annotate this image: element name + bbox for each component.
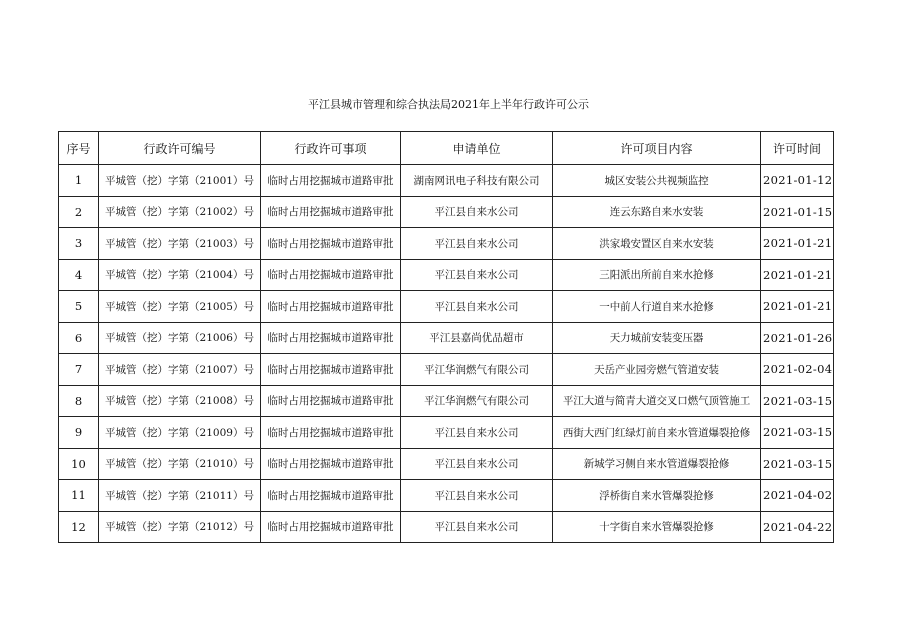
table-body <box>59 165 834 543</box>
table-row <box>59 354 834 386</box>
cell-permit-item: 临时占用挖掘城市道路审批 <box>261 480 401 512</box>
cell-applicant: 平江县自来水公司 <box>401 228 553 260</box>
cell-serial: 5 <box>59 291 99 323</box>
cell-permit-number: 平城管（挖）字第（21003）号 <box>99 228 261 260</box>
cell-permit-date: 2021-01-21 <box>761 228 834 260</box>
cell-permit-item: 临时占用挖掘城市道路审批 <box>261 354 401 386</box>
table-header-row <box>59 132 834 165</box>
cell-project-content: 平江大道与简青大道交叉口燃气顶管施工 <box>553 385 761 417</box>
cell-permit-number: 平城管（挖）字第（21004）号 <box>99 259 261 291</box>
permit-table <box>58 131 834 543</box>
cell-permit-item: 临时占用挖掘城市道路审批 <box>261 196 401 228</box>
cell-permit-date: 2021-02-04 <box>761 354 834 386</box>
cell-applicant: 平江县自来水公司 <box>401 417 553 449</box>
cell-serial: 11 <box>59 480 99 512</box>
cell-permit-item: 临时占用挖掘城市道路审批 <box>261 322 401 354</box>
cell-applicant: 平江县自来水公司 <box>401 291 553 323</box>
cell-permit-date: 2021-03-15 <box>761 417 834 449</box>
cell-project-content: 新城学习侧自来水管道爆裂抢修 <box>553 448 761 480</box>
cell-project-content: 浮桥街自来水管爆裂抢修 <box>553 480 761 512</box>
cell-permit-number: 平城管（挖）字第（21008）号 <box>99 385 261 417</box>
header-applicant: 申请单位 <box>401 132 553 165</box>
cell-permit-number: 平城管（挖）字第（21007）号 <box>99 354 261 386</box>
header-permit-number: 行政许可编号 <box>99 132 261 165</box>
cell-project-content: 连云东路自来水安装 <box>553 196 761 228</box>
cell-permit-date: 2021-01-21 <box>761 259 834 291</box>
cell-permit-number: 平城管（挖）字第（21009）号 <box>99 417 261 449</box>
cell-serial: 4 <box>59 259 99 291</box>
cell-permit-number: 平城管（挖）字第（21012）号 <box>99 511 261 543</box>
table-row <box>59 196 834 228</box>
cell-permit-date: 2021-01-15 <box>761 196 834 228</box>
cell-serial: 3 <box>59 228 99 260</box>
cell-permit-item: 临时占用挖掘城市道路审批 <box>261 228 401 260</box>
cell-permit-item: 临时占用挖掘城市道路审批 <box>261 385 401 417</box>
cell-project-content: 西街大西门红绿灯前自来水管道爆裂抢修 <box>553 417 761 449</box>
header-serial: 序号 <box>59 132 99 165</box>
cell-applicant: 平江县自来水公司 <box>401 480 553 512</box>
cell-permit-item: 临时占用挖掘城市道路审批 <box>261 165 401 197</box>
table-row <box>59 291 834 323</box>
cell-serial: 12 <box>59 511 99 543</box>
cell-permit-item: 临时占用挖掘城市道路审批 <box>261 417 401 449</box>
cell-serial: 10 <box>59 448 99 480</box>
table-row <box>59 322 834 354</box>
cell-serial: 6 <box>59 322 99 354</box>
cell-applicant: 平江华润燃气有限公司 <box>401 385 553 417</box>
cell-project-content: 十字街自来水管爆裂抢修 <box>553 511 761 543</box>
cell-permit-number: 平城管（挖）字第（21006）号 <box>99 322 261 354</box>
cell-applicant: 湖南网讯电子科技有限公司 <box>401 165 553 197</box>
cell-serial: 1 <box>59 165 99 197</box>
cell-applicant: 平江县自来水公司 <box>401 511 553 543</box>
cell-applicant: 平江华润燃气有限公司 <box>401 354 553 386</box>
cell-permit-date: 2021-03-15 <box>761 448 834 480</box>
cell-permit-item: 临时占用挖掘城市道路审批 <box>261 448 401 480</box>
cell-permit-item: 临时占用挖掘城市道路审批 <box>261 259 401 291</box>
cell-permit-number: 平城管（挖）字第（21005）号 <box>99 291 261 323</box>
cell-permit-date: 2021-03-15 <box>761 385 834 417</box>
cell-project-content: 三阳派出所前自来水抢修 <box>553 259 761 291</box>
table-row <box>59 228 834 260</box>
cell-project-content: 洪家塅安置区自来水安装 <box>553 228 761 260</box>
header-permit-date: 许可时间 <box>761 132 834 165</box>
header-permit-item: 行政许可事项 <box>261 132 401 165</box>
cell-applicant: 平江县自来水公司 <box>401 196 553 228</box>
cell-applicant: 平江县自来水公司 <box>401 448 553 480</box>
cell-serial: 8 <box>59 385 99 417</box>
cell-project-content: 天岳产业园旁燃气管道安装 <box>553 354 761 386</box>
table-row <box>59 385 834 417</box>
cell-permit-number: 平城管（挖）字第（21001）号 <box>99 165 261 197</box>
cell-project-content: 一中前人行道自来水抢修 <box>553 291 761 323</box>
table-row <box>59 259 834 291</box>
cell-serial: 7 <box>59 354 99 386</box>
cell-project-content: 城区安装公共视频监控 <box>553 165 761 197</box>
cell-permit-date: 2021-04-22 <box>761 511 834 543</box>
cell-serial: 2 <box>59 196 99 228</box>
cell-permit-item: 临时占用挖掘城市道路审批 <box>261 291 401 323</box>
cell-permit-number: 平城管（挖）字第（21011）号 <box>99 480 261 512</box>
cell-project-content: 天力城前安装变压器 <box>553 322 761 354</box>
page-title: 平江县城市管理和综合执法局2021年上半年行政许可公示 <box>308 98 589 111</box>
cell-applicant: 平江县嘉尚优品超市 <box>401 322 553 354</box>
header-project-content: 许可项目内容 <box>553 132 761 165</box>
cell-permit-item: 临时占用挖掘城市道路审批 <box>261 511 401 543</box>
cell-permit-date: 2021-01-26 <box>761 322 834 354</box>
cell-permit-date: 2021-04-02 <box>761 480 834 512</box>
cell-permit-date: 2021-01-21 <box>761 291 834 323</box>
cell-serial: 9 <box>59 417 99 449</box>
table-row <box>59 165 834 197</box>
table-row <box>59 417 834 449</box>
cell-permit-date: 2021-01-12 <box>761 165 834 197</box>
table-row <box>59 511 834 543</box>
cell-permit-number: 平城管（挖）字第（21002）号 <box>99 196 261 228</box>
cell-permit-number: 平城管（挖）字第（21010）号 <box>99 448 261 480</box>
table-row <box>59 448 834 480</box>
table-row <box>59 480 834 512</box>
cell-applicant: 平江县自来水公司 <box>401 259 553 291</box>
